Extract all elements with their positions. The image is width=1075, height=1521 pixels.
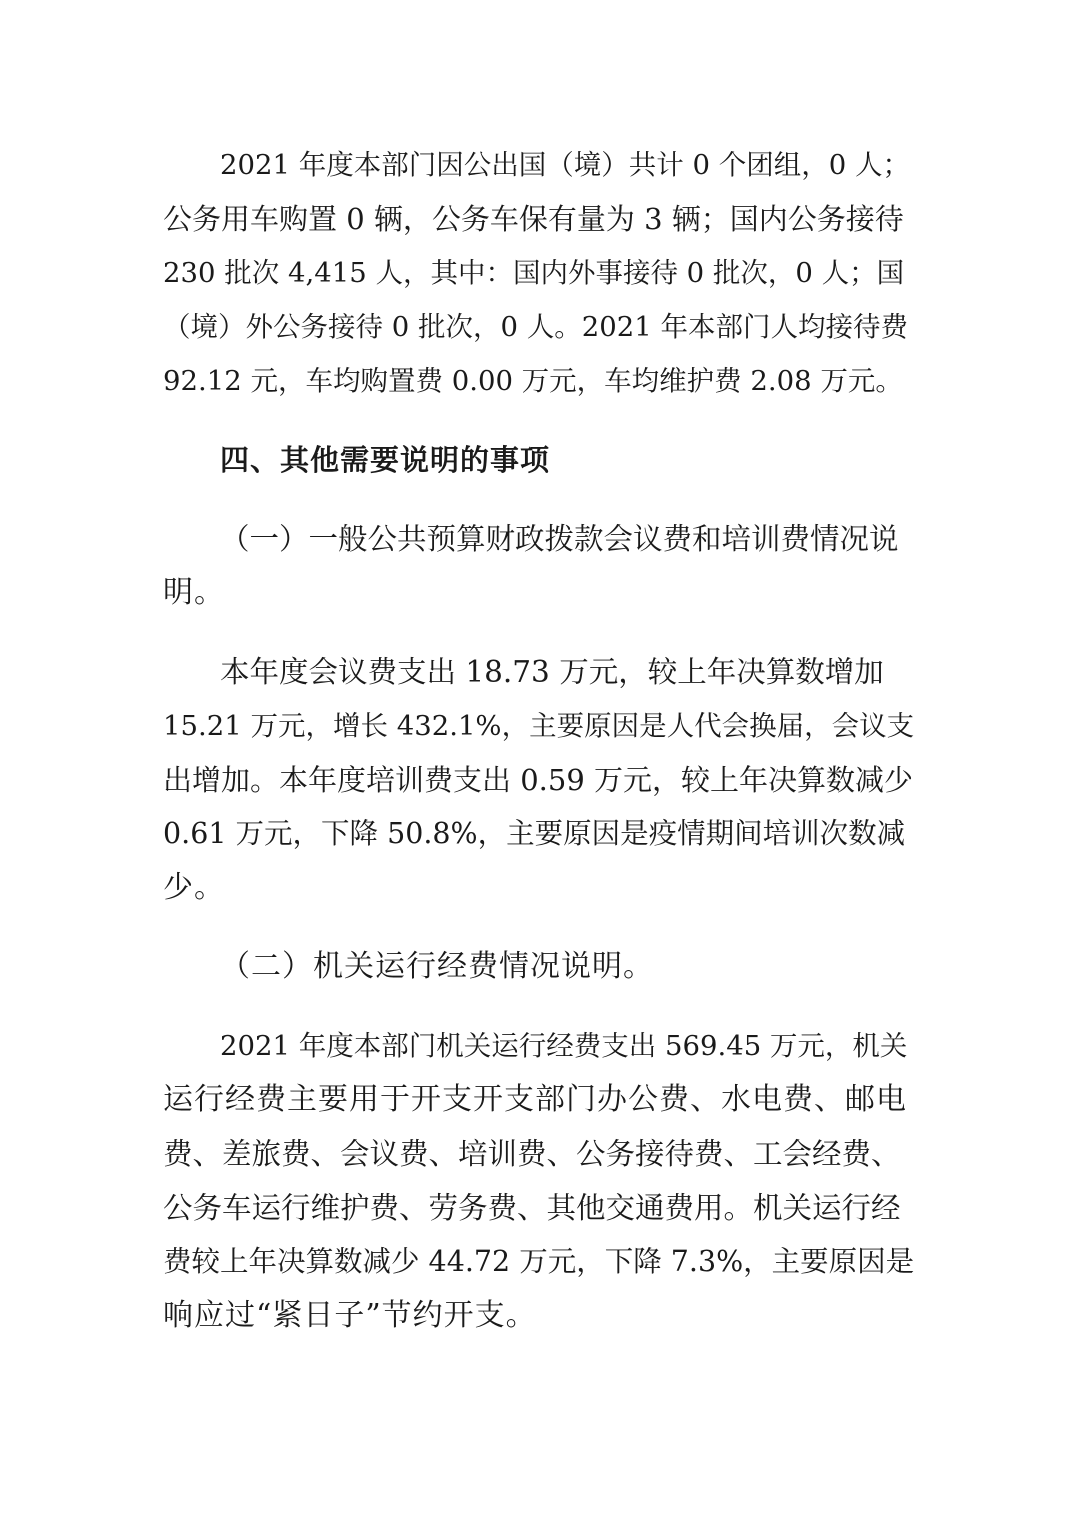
paragraph-2-line-3: 出增加。本年度培训费支出 0.59 万元，较上年决算数减少 (163, 763, 914, 797)
paragraph-1-line-2: 公务用车购置 0 辆，公务车保有量为 3 辆；国内公务接待 (163, 202, 904, 236)
paragraph-3-line-3: 费、差旅费、会议费、培训费、公务接待费、工会经费、 (163, 1137, 901, 1171)
subheading-1-line-1: （一）一般公共预算财政拨款会议费和培训费情况说 (220, 522, 899, 556)
paragraph-1-line-4: （境）外公务接待 0 批次，0 人。2021 年本部门人均接待费 (163, 311, 908, 343)
paragraph-3-line-5: 费较上年决算数减少 44.72 万元，下降 7.3%，主要原因是 (163, 1245, 915, 1278)
paragraph-1-line-5: 92.12 元，车均购置费 0.00 万元，车均维护费 2.08 万元。 (163, 365, 903, 397)
paragraph-2-line-4: 0.61 万元，下降 50.8%，主要原因是疫情期间培训次数减 (163, 817, 906, 850)
paragraph-3-line-4: 公务车运行维护费、劳务费、其他交通费用。机关运行经 (163, 1191, 901, 1225)
section-heading-4: 四、其他需要说明的事项 (220, 443, 551, 477)
paragraph-1-line-1: 2021 年度本部门因公出国（境）共计 0 个团组，0 人； (220, 149, 910, 181)
subheading-1-line-2: 明。 (163, 575, 225, 610)
paragraph-3-line-6: 响应过“紧日子”节约开支。 (163, 1298, 537, 1333)
subheading-2: （二）机关运行经费情况说明。 (220, 949, 654, 984)
paragraph-2-line-5: 少。 (163, 870, 225, 905)
paragraph-3-line-1: 2021 年度本部门机关运行经费支出 569.45 万元，机关 (220, 1030, 908, 1062)
paragraph-1-line-3: 230 批次 4,415 人，其中：国内外事接待 0 批次，0 人；国 (163, 257, 905, 289)
paragraph-2-line-2: 15.21 万元，增长 432.1%，主要原因是人代会换届，会议支 (163, 710, 915, 742)
paragraph-3-line-2: 运行经费主要用于开支开支部门办公费、水电费、邮电 (163, 1082, 907, 1117)
paragraph-2-line-1: 本年度会议费支出 18.73 万元，较上年决算数增加 (220, 655, 884, 689)
